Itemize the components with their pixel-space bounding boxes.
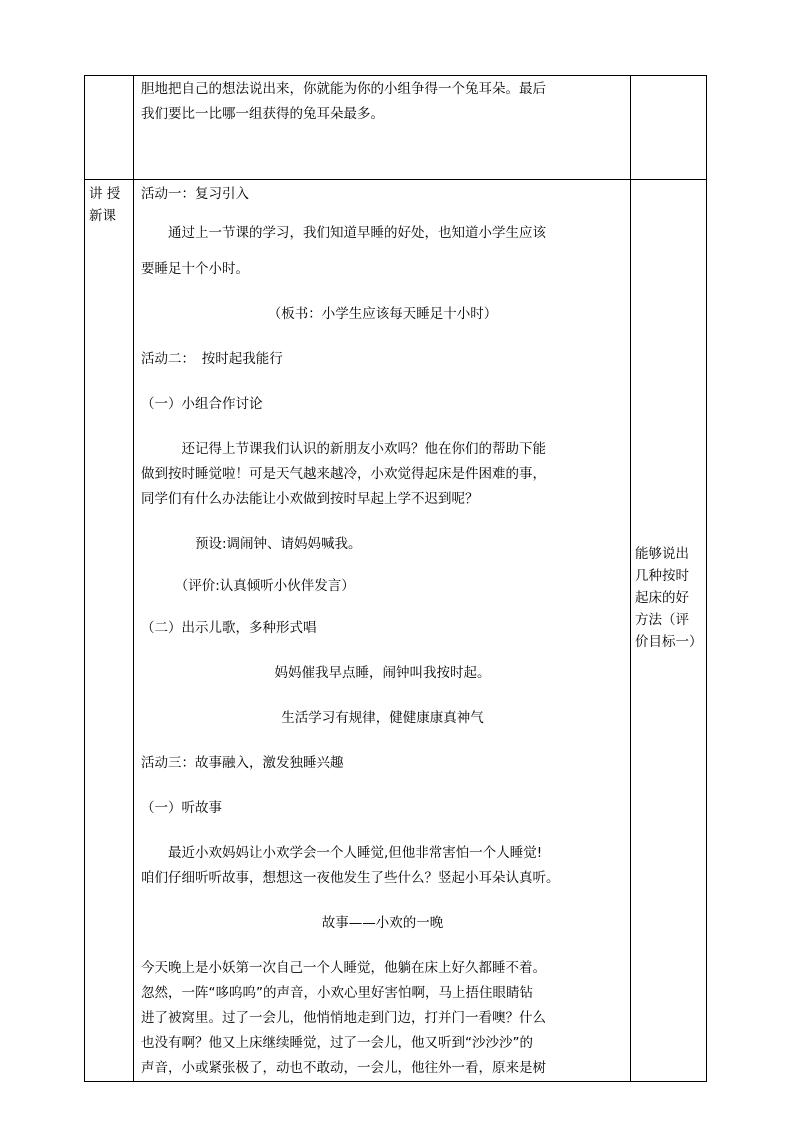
song-line: 妈妈催我早点睡，闹钟叫我按时起。 [274,665,491,681]
row1-note-cell [631,76,707,180]
table-row [85,180,707,1082]
row2-label-cell [85,180,134,1082]
activity-heading: 活动二： 按时起我能行 [141,351,283,367]
sub-heading: （一）听故事 [141,800,222,816]
text-line: 我们要比一比哪一组获得的兔耳朵最多。 [141,106,384,122]
story-line: 也没有啊？他又上床继续睡觉，过了一会儿，他又听到“沙沙沙”的 [141,1035,533,1051]
story-title: 故事——小欢的一晚 [321,915,444,931]
text-line: 要睡足十个小时。 [141,261,249,277]
text-line: 还记得上节课我们认识的新朋友小欢吗？他在你们的帮助下能 [141,441,546,457]
objective-note-line: 方法（评 [635,612,689,628]
table-row [85,76,707,180]
row2-content-cell [134,180,631,1082]
song-line: 生活学习有规律，健健康康真神气 [281,710,484,726]
text-line: 胆地把自己的想法说出来，你就能为你的小组争得一个兔耳朵。最后 [141,81,546,97]
board-note: （板书：小学生应该每天睡足十小时） [267,306,498,322]
story-line: 声音，小或紧张极了，动也不敢动，一会儿，他往外一看，原来是树 [141,1060,546,1076]
story-line: 进了被窝里。过了一会儿，他悄悄地走到门边，打并门一看噢？什么 [141,1010,546,1026]
section-label-line: 讲 授 [89,186,121,202]
row2-note-cell [631,180,707,1082]
row1-label-cell [85,76,134,180]
text-line: 咱们仔细听听故事，想想这一夜他发生了些什么？竖起小耳朵认真听。 [141,870,560,886]
activity-heading: 活动一：复习引入 [141,186,249,202]
story-line: 忽然，一阵“哆呜呜”的声音，小欢心里好害怕啊，马上捂住眼睛钻 [141,985,533,1001]
text-line: 做到按时睡觉啦！可是天气越来越冷，小欢觉得起床是件困难的事， [141,466,546,482]
lesson-plan-table [84,75,707,1082]
sub-heading: （二）出示儿歌，多种形式唱 [141,620,317,636]
text-line: 同学们有什么办法能让小欢做到按时早起上学不迟到呢？ [141,491,479,507]
text-line: 最近小欢妈妈让小欢学会一个人睡觉,但他非常害怕一个人睡觉! [141,845,543,861]
objective-note-line: 几种按时 [635,568,689,584]
evaluate-line: （评价:认真倾听小伙伴发言） [141,578,355,594]
sub-heading: （一）小组合作讨论 [141,396,263,412]
preset-line: 预设:调闹钟、请妈妈喊我。 [141,536,362,552]
text-line: 通过上一节课的学习，我们知道早睡的好处，也知道小学生应该 [141,225,546,241]
row1-content-cell [134,76,631,180]
activity-heading: 活动三：故事融入，激发独睡兴趣 [141,755,344,771]
section-label-line: 新课 [89,208,116,224]
objective-note-line: 能够说出 [635,546,689,562]
objective-note-line: 价目标一） [635,634,703,650]
story-line: 今天晚上是小妖第一次自己一个人睡觉，他躺在床上好久都睡不着。 [141,960,546,976]
objective-note-line: 起床的好 [635,590,689,606]
